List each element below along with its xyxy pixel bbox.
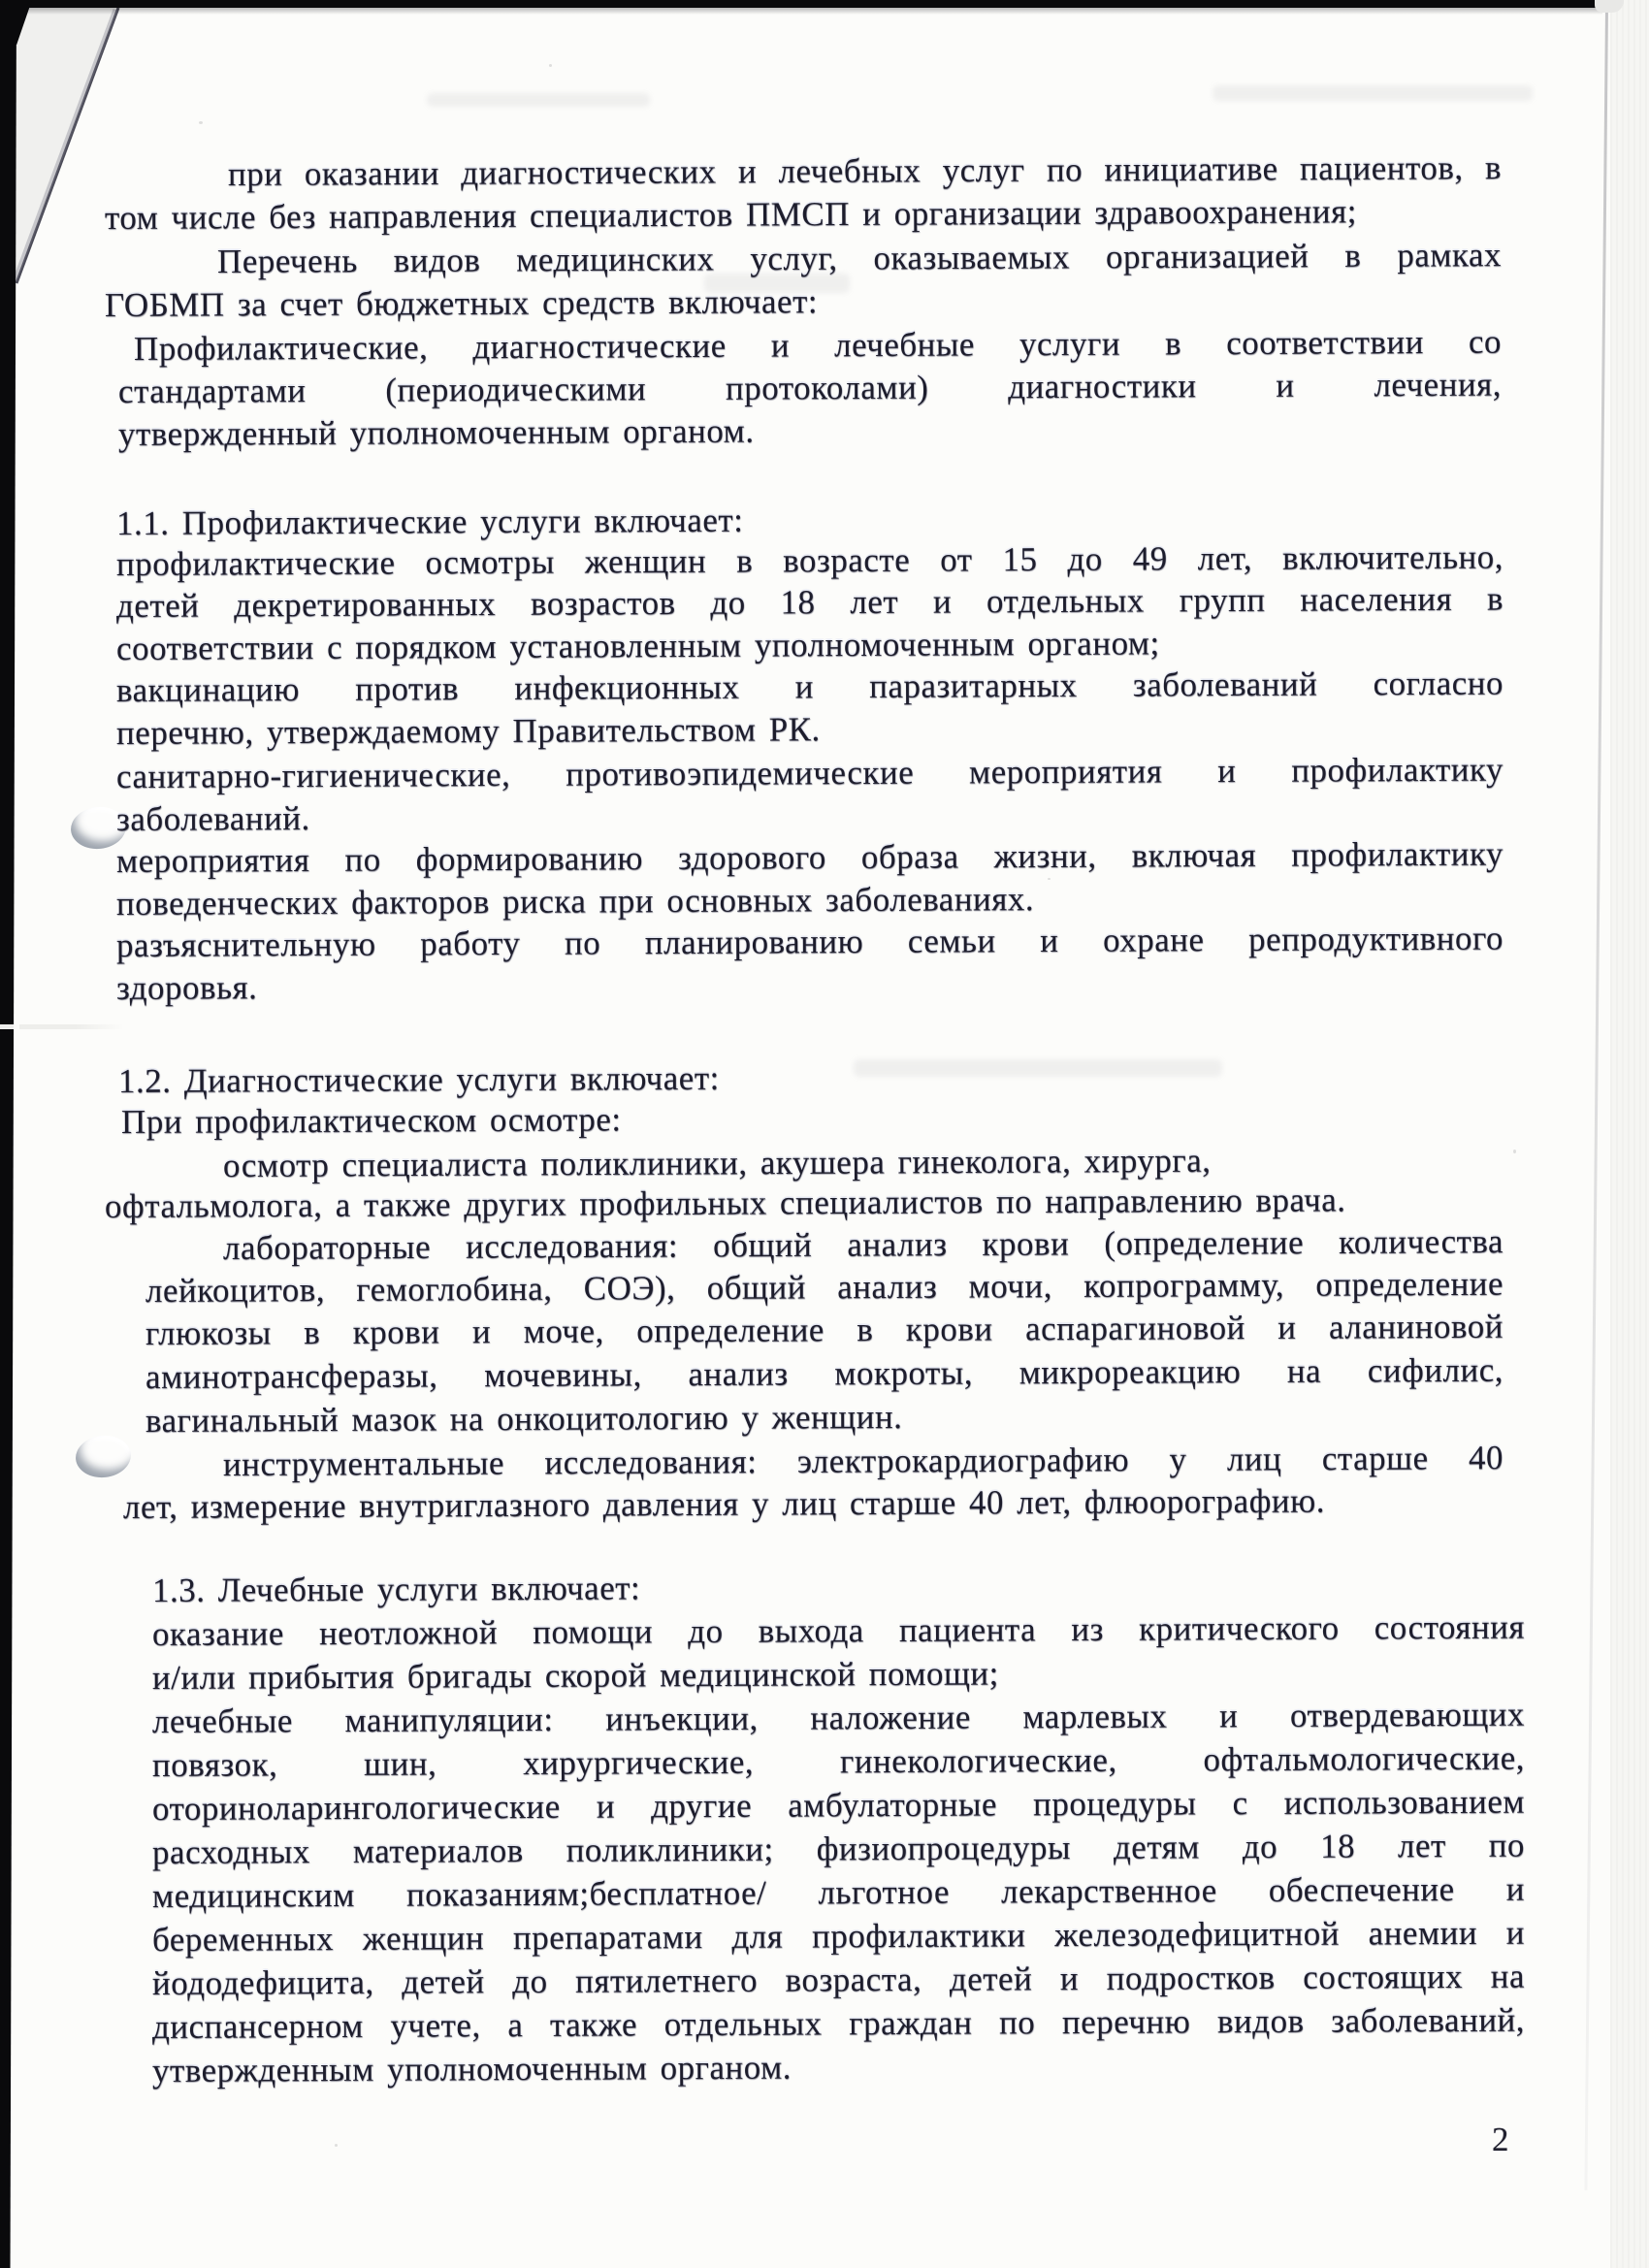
text-line: Перечень видов медицинских услуг, оказываемых организацией в рамках bbox=[216, 236, 1503, 280]
text-line: расходных материалов поликлиники; физиопроцедуры детям до 18 лет по bbox=[151, 1826, 1526, 1871]
scan-smudge bbox=[427, 93, 650, 107]
scan-smudge bbox=[1212, 85, 1533, 101]
text-line: ГОБМП за счет бюджетных средств включает: bbox=[104, 282, 819, 324]
text-line: Профилактические, диагностические и лечебные услуги в соответствии со bbox=[133, 322, 1503, 368]
text-line: при оказании диагностических и лечебных услуг по инициативе пациентов, в bbox=[227, 148, 1503, 193]
text-line: лет, измерение внутриглазного давления у лиц старше 40 лет, флюорографию. bbox=[122, 1481, 1326, 1526]
text-line: 1.1. Профилактические услуги включает: bbox=[115, 501, 744, 542]
text-line: перечню, утверждаемому Правительством РК. bbox=[115, 710, 821, 752]
text-line: оказание неотложной помощи до выхода пациента из критического состояния bbox=[151, 1607, 1526, 1653]
text-line: соответствии с порядком установленным уполномоченным органом; bbox=[115, 624, 1160, 667]
text-line: повязок, шин, хирургические, гинекологические, офтальмологические, bbox=[151, 1738, 1526, 1784]
text-line: При профилактическом осмотре: bbox=[120, 1100, 622, 1141]
text-line: осмотр специалиста поликлиники, акушера гинеколога, хирурга, bbox=[222, 1141, 1212, 1184]
dust-speck bbox=[199, 121, 203, 124]
text-line: том числе без направления специалистов ПМСП и организации здравоохранения; bbox=[104, 192, 1357, 237]
text-line: медицинским показаниям;бесплатное/ льготное лекарственное обеспечение и bbox=[151, 1869, 1526, 1915]
text-line: вакцинацию против инфекционных и паразитарных заболеваний согласно bbox=[115, 664, 1504, 709]
text-line: диспансерном учете, а также отдельных граждан по перечню видов заболеваний, bbox=[151, 2000, 1526, 2046]
text-line: йододефицита, детей до пятилетнего возраста, детей и подростков состоящих на bbox=[151, 1957, 1526, 2002]
text-line: вагинальный мазок на онкоцитологию у женщин. bbox=[145, 1397, 903, 1440]
text-line: детей декретированных возрастов до 18 лет и отдельных групп населения в bbox=[115, 579, 1504, 625]
text-line: лечебные манипуляции: инъекции, наложение марлевых и отвердевающих bbox=[151, 1695, 1526, 1740]
dust-speck bbox=[335, 2144, 338, 2147]
text-line: офтальмолога, а также других профильных специалистов по направлению врача. bbox=[104, 1181, 1346, 1225]
paper-crease-line bbox=[0, 1024, 124, 1029]
text-line: заболеваний. bbox=[115, 798, 310, 838]
text-line: разъяснительную работу по планированию семьи и охране репродуктивного bbox=[115, 919, 1504, 964]
text-line: инструментальные исследования: электрокардиографию у лиц старше 40 bbox=[222, 1439, 1504, 1483]
scanner-backing-right bbox=[1610, 0, 1649, 2268]
text-line: и/или прибытия бригады скорой медицинской помощи; bbox=[151, 1654, 999, 1697]
hole-punch-shadow-bottom bbox=[74, 1433, 133, 1480]
scanner-edge-top bbox=[0, 0, 1602, 8]
text-line: оториноларингологические и другие амбулаторные процедуры с использованием bbox=[151, 1782, 1526, 1828]
text-line: стандартами (периодическими протоколами) диагностики и лечения, bbox=[117, 365, 1503, 410]
dust-speck bbox=[1513, 1150, 1516, 1153]
text-line: глюкозы в крови и моче, определение в крови аспарагиновой и аланиновой bbox=[145, 1307, 1504, 1352]
text-line: поведенческих факторов риска при основных заболеваниях. bbox=[115, 880, 1035, 923]
text-line: 1.2. Диагностические услуги включает: bbox=[117, 1058, 720, 1100]
scanner-edge-top-shadow bbox=[0, 8, 1602, 15]
text-line: аминотрансферазы, мочевины, анализ мокроты, микрореакцию на сифилис, bbox=[145, 1350, 1504, 1396]
text-line: 1.3. Лечебные услуги включает: bbox=[151, 1569, 641, 1609]
text-line: утвержденный уполномоченным органом. bbox=[117, 411, 755, 453]
text-line: лабораторные исследования: общий анализ крови (определение количества bbox=[222, 1222, 1504, 1267]
page-corner-fold bbox=[0, 0, 131, 296]
text-line: лейкоцитов, гемоглобина, СОЭ), общий анализ мочи, копрограмму, определение bbox=[145, 1264, 1504, 1310]
text-line: мероприятия по формированию здорового образа жизни, включая профилактику bbox=[115, 834, 1504, 880]
text-line: профилактические осмотры женщин в возрасте от 15 до 49 лет, включительно, bbox=[115, 537, 1504, 583]
text-line: утвержденным уполномоченным органом. bbox=[151, 2048, 792, 2090]
page-number: 2 bbox=[1492, 2121, 1509, 2158]
page-right-edge-line bbox=[1584, 8, 1607, 2190]
scanner-edge-left bbox=[0, 0, 16, 2268]
text-line: беременных женщин препаратами для профилактики железодефицитной анемии и bbox=[151, 1913, 1526, 1959]
text-line: здоровья. bbox=[115, 968, 258, 1007]
text-line: санитарно-гигиенические, противоэпидемические мероприятия и профилактику bbox=[115, 750, 1504, 795]
dust-speck bbox=[549, 64, 552, 67]
